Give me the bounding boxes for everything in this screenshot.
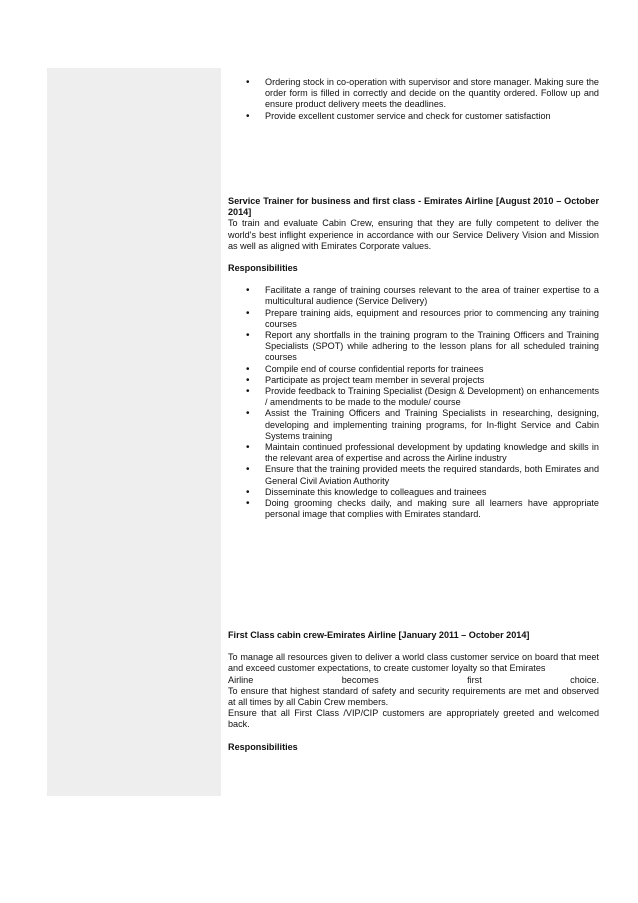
list-item: • Ordering stock in co-operation with supervisor and store manager. Making sure the order form is filled in correctly and decide on the quantity ordered. Follow up and ensure product delivery meets the deadlines.	[228, 77, 599, 111]
job-summary: To train and evaluate Cabin Crew, ensuring that they are fully competent to deliver the world's best inflight experience in accordance with our Service Delivery Vision and Mission as well as aligned with Emirates Corporate values.	[228, 218, 599, 251]
job-title: First Class cabin crew-Emirates Airline [January 2011 – October 2014]	[228, 630, 530, 640]
job-title: Service Trainer for business and first class - Emirates Airline [August 2010 – October 2014]	[228, 196, 599, 218]
list-item: • Doing grooming checks daily, and making sure all learners have appropriate personal image that complies with Emirates standard.	[228, 498, 599, 520]
responsibilities-heading: Responsibilities	[228, 263, 298, 274]
list-item: • Assist the Training Officers and Training Specialists in researching, designing, developing and implementing training programs, for In-flight Service and Cabin Systems training	[228, 408, 599, 442]
job-summary-line1: To manage all resources given to deliver a world class customer service on board that meet and exceed customer expectations, to create customer loyalty so that Emirates	[228, 652, 599, 674]
list-item: • Maintain continued professional development by updating knowledge and skills in the relevant area of expertise and across the Airline industry	[228, 442, 599, 464]
left-sidebar-panel	[47, 68, 221, 796]
job-first-class-crew	[228, 630, 599, 753]
list-item: • Facilitate a range of training courses relevant to the area of trainer expertise to a multicultural audience (Service Delivery)	[228, 285, 599, 307]
list-item: • Report any shortfalls in the training program to the Training Officers and Training Specialists (SPOT) while adhering to the lesson plans for all scheduled training courses	[228, 330, 599, 364]
job-summary-line2: Airline becomes first choice.	[228, 674, 599, 685]
job-service-trainer	[228, 196, 599, 520]
bullet-list	[228, 77, 599, 122]
list-item: • Prepare training aids, equipment and resources prior to commencing any training courses	[228, 308, 599, 330]
responsibilities-heading: Responsibilities	[228, 741, 298, 752]
list-item: • Compile end of course confidential reports for trainees	[228, 364, 599, 375]
list-item: • Participate as project team member in several projects	[228, 375, 599, 386]
list-item: • Provide excellent customer service and check for customer satisfaction	[228, 111, 599, 122]
list-item: • Disseminate this knowledge to colleagues and trainees	[228, 487, 599, 498]
job-greeting-paragraph: Ensure that all First Class /VIP/CIP customers are appropriately greeted and welcomed back.	[228, 708, 599, 730]
job-safety-paragraph: To ensure that highest standard of safety and security requirements are met and observed at all times by all Cabin Crew members.	[228, 685, 599, 708]
continued-responsibilities	[228, 77, 599, 122]
bullet-list	[228, 285, 599, 520]
list-item: • Provide feedback to Training Specialist (Design & Development) on enhancements / amendments to be made to the module/ course	[228, 386, 599, 408]
list-item: • Ensure that the training provided meets the required standards, both Emirates and General Civil Aviation Authority	[228, 464, 599, 486]
